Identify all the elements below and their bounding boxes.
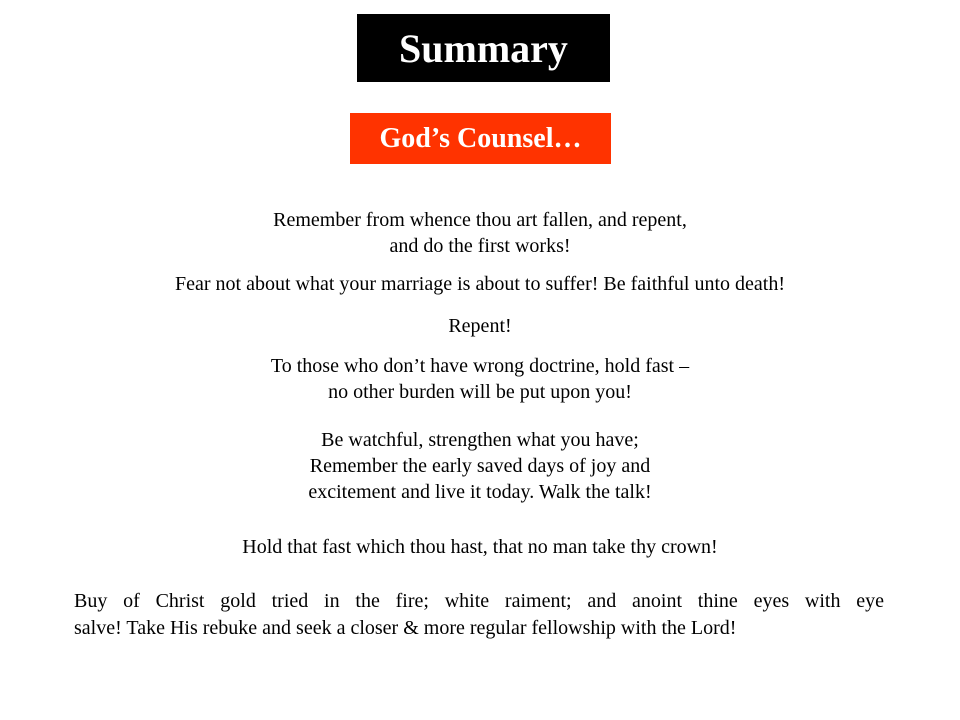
slide-subtitle: God’s Counsel… <box>350 113 611 164</box>
counsel-smyrna <box>0 271 960 297</box>
counsel-ephesus <box>0 207 960 259</box>
counsel-sardis <box>0 427 960 505</box>
counsel-laodicea <box>74 588 884 642</box>
counsel-line: no other burden will be put upon you! <box>328 381 632 403</box>
slide-title: Summary <box>357 14 610 82</box>
counsel-line: To those who don’t have wrong doctrine, hold fast – <box>270 355 690 377</box>
counsel-line: Hold that fast which thou hast, that no man take thy crown! <box>242 536 718 558</box>
counsel-line: Remember from whence thou art fallen, and repent, <box>273 209 687 231</box>
counsel-line: Fear not about what your marriage is about to suffer! Be faithful unto death! <box>174 273 785 295</box>
counsel-philadelphia <box>0 534 960 560</box>
counsel-line: and do the first works! <box>389 235 571 257</box>
counsel-line: Be watchful, strengthen what you have; <box>321 429 639 451</box>
counsel-line: Repent! <box>448 315 512 337</box>
counsel-line: salve! Take His rebuke and seek a closer & more regular fellowship with the Lord! <box>74 617 737 639</box>
counsel-pergamos <box>0 313 960 339</box>
counsel-line: Remember the early saved days of joy and <box>309 455 651 477</box>
counsel-line: Buy of Christ gold tried in the fire; white raiment; and anoint thine eyes with eye <box>74 590 884 612</box>
counsel-thyatira <box>0 353 960 405</box>
counsel-line: excitement and live it today. Walk the talk! <box>308 481 652 503</box>
